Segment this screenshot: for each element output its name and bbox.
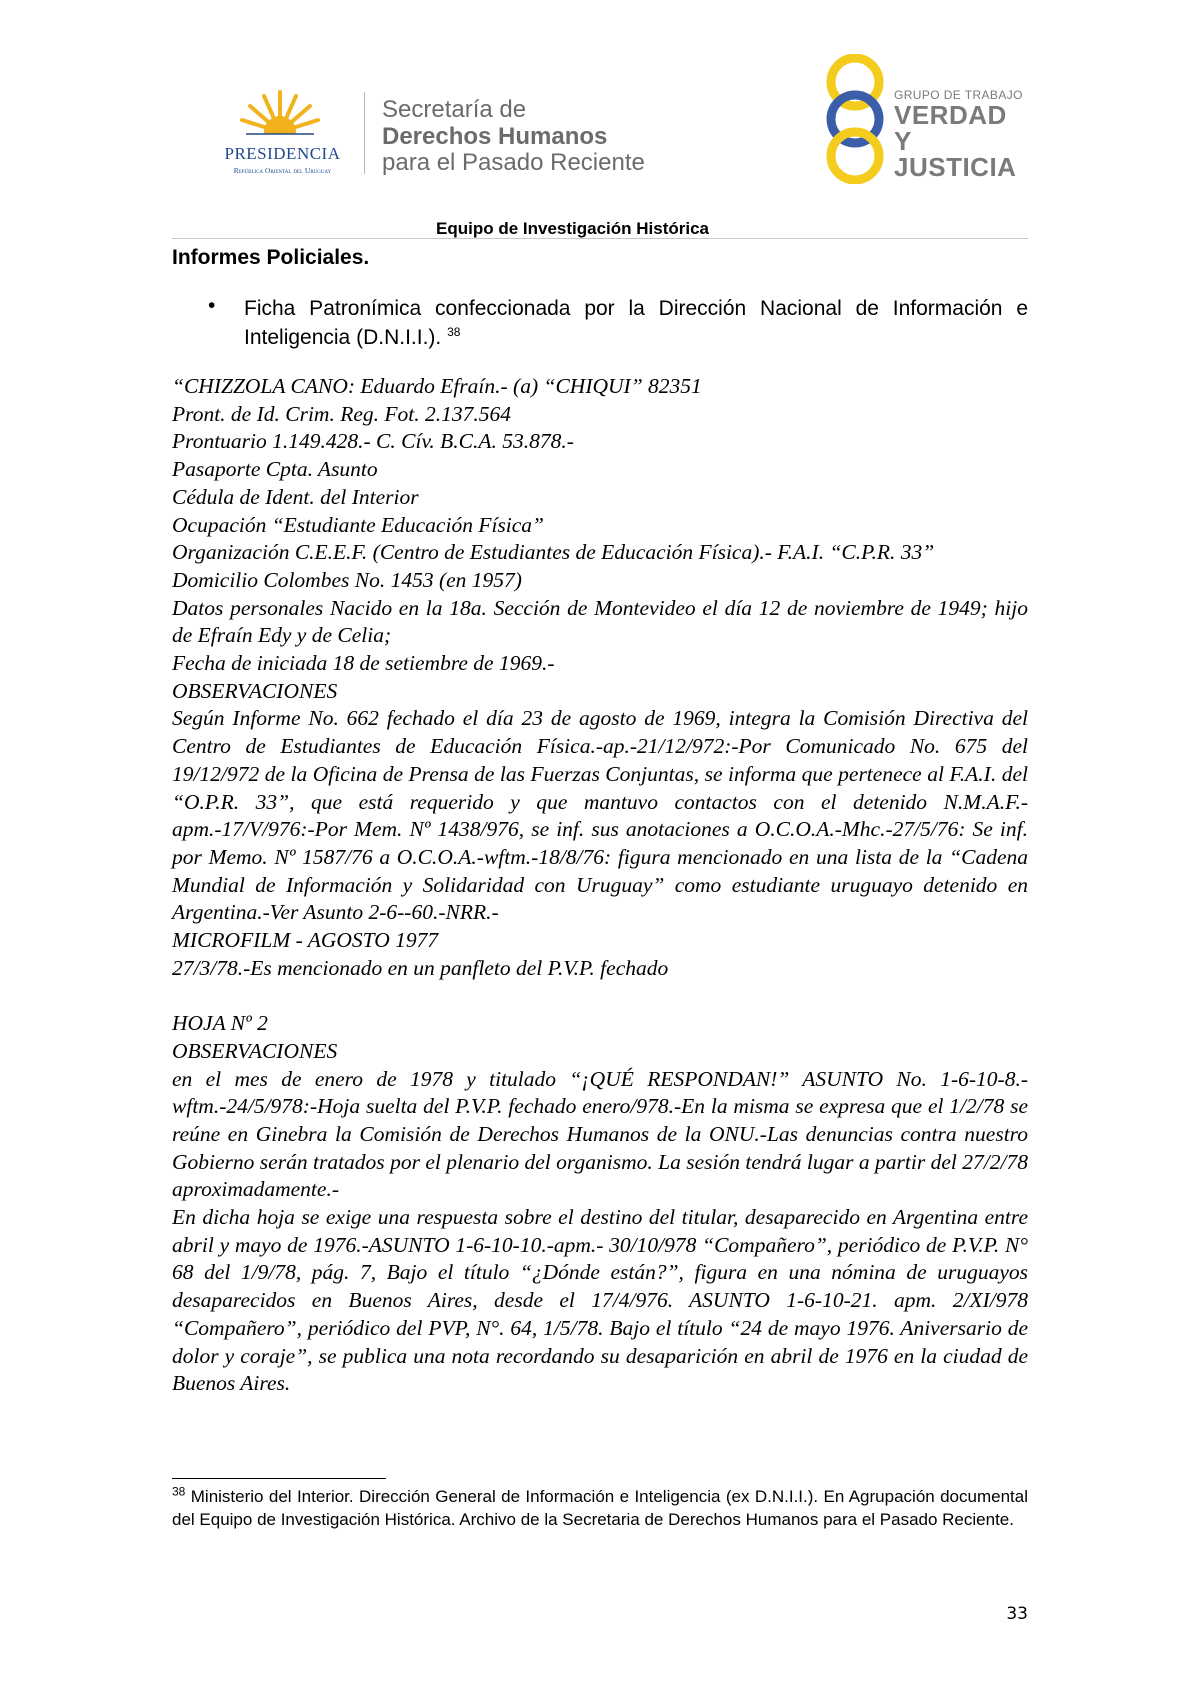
presidencia-subtitle: República Oriental del Uruguay bbox=[233, 166, 332, 175]
sun-icon bbox=[240, 88, 320, 144]
footnote-separator bbox=[172, 1478, 386, 1479]
body-line: Cédula de Ident. del Interior bbox=[172, 484, 419, 509]
body-line: MICROFILM - AGOSTO 1977 bbox=[172, 928, 439, 953]
footnote bbox=[172, 1485, 1028, 1531]
linked-rings-icon bbox=[820, 54, 890, 184]
footnote-text: Ministerio del Interior. Dirección General de Información e Inteligencia (ex D.N.I.I.). En Agrupación documental del Equipo de Investigación Histórica. Archivo de la Secretaria de Derechos Humanos para el Pasado Reciente. bbox=[172, 1487, 1028, 1529]
verdad-justicia-text bbox=[894, 88, 1030, 180]
body-line: Prontuario 1.149.428.- C. Cív. B.C.A. 53.878.- bbox=[172, 429, 574, 454]
presidencia-name: PRESIDENCIA bbox=[224, 144, 341, 163]
bullet-item bbox=[244, 294, 1028, 352]
grupo-line-1: GRUPO DE TRABAJO bbox=[894, 88, 1023, 102]
body-line: “CHIZZOLA CANO: Eduardo Efraín.- (a) “CHIQUI” 82351 bbox=[172, 374, 702, 398]
grupo-line-3: JUSTICIA bbox=[894, 152, 1017, 182]
body-heading: OBSERVACIONES bbox=[172, 1038, 338, 1063]
body-line: Domicilio Colombes No. 1453 (en 1957) bbox=[172, 567, 522, 592]
body-heading: OBSERVACIONES bbox=[172, 678, 338, 703]
secretaria-line-3: para el Pasado Reciente bbox=[382, 149, 645, 176]
secretaria-logo-text bbox=[382, 96, 645, 176]
verdad-justicia-logo bbox=[820, 54, 1030, 184]
header-rule bbox=[172, 238, 1028, 239]
body-heading: HOJA Nº 2 bbox=[172, 1011, 268, 1036]
body-line: Datos personales Nacido en la 18a. Sección de Montevideo el día 12 de noviembre de 1949; hijo de Efraín Edy y de Celia; bbox=[172, 595, 1028, 648]
body-line: Ocupación “Estudiante Educación Física” bbox=[172, 512, 545, 537]
running-header: Equipo de Investigación Histórica bbox=[436, 219, 709, 238]
header-divider bbox=[364, 92, 365, 174]
grupo-line-2: VERDAD Y bbox=[894, 100, 1007, 156]
body-line: Organización C.E.E.F. (Centro de Estudiantes de Educación Física).- F.A.I. “C.P.R. 33” bbox=[172, 540, 935, 565]
footnote-reference: 38 bbox=[447, 325, 461, 339]
secretaria-line-1: Secretaría de bbox=[382, 96, 527, 123]
body-line: Fecha de iniciada 18 de setiembre de 1969.- bbox=[172, 651, 555, 676]
bullet-marker: • bbox=[208, 294, 216, 317]
body-paragraph: en el mes de enero de 1978 y titulado “¡QUÉ RESPONDAN!” ASUNTO No. 1-6-10-8.-wftm.-24/5/978:-Hoja suelta del P.V.P. fechado enero/978.-En la misma se expresa que el 1/2/78 se reúne en Ginebra la Comisión de Derechos Humanos de la ONU.-Las denuncias contra nuestro Gobierno serán tratados por el plenario del organismo. La sesión tendrá lugar a partir del 27/2/78 aproximadamente.- bbox=[172, 1066, 1028, 1202]
body-line: Pront. de Id. Crim. Reg. Fot. 2.137.564 bbox=[172, 401, 511, 426]
footnote-number: 38 bbox=[172, 1484, 186, 1499]
document-body bbox=[172, 373, 1028, 1398]
presidencia-logo bbox=[205, 88, 360, 180]
body-paragraph: Según Informe No. 662 fechado el día 23 de agosto de 1969, integra la Comisión Directiva del Centro de Estudiantes de Educación Física.-ap.-21/12/972:-Por Comunicado No. 675 del 19/12/972 de la Oficina de Prensa de las Fuerzas Conjuntas, se informa que pertenece al F.A.I. del “O.P.R. 33”, que está requerido y que mantuvo contactos con el detenido N.M.A.F.-apm.-17/V/976:-Por Mem. Nº 1438/976, se inf. sus anotaciones a O.C.O.A.-Mhc.-27/5/76: Se inf. por Memo. Nº 1587/76 a O.C.O.A.-wftm.-18/8/76: figura mencionado en una lista de la “Cadena Mundial de Información y Solidaridad con Uruguay” como estudiante uruguayo detenido en Argentina.-Ver Asunto 2-6--60.-NRR.- bbox=[172, 706, 1028, 925]
page-header bbox=[0, 0, 1191, 220]
page-number: 33 bbox=[1006, 1604, 1028, 1624]
section-title: Informes Policiales. bbox=[172, 246, 370, 269]
secretaria-line-2: Derechos Humanos bbox=[382, 123, 608, 150]
body-line: 27/3/78.-Es mencionado en un panfleto del P.V.P. fechado bbox=[172, 955, 669, 980]
body-paragraph: En dicha hoja se exige una respuesta sobre el destino del titular, desaparecido en Argentina entre abril y mayo de 1976.-ASUNTO 1-6-10-10.-apm.- 30/10/978 “Compañero”, periódico de P.V.P. N° 68 del 1/9/78, pág. 7, Bajo el título “¿Dónde están?”, figura en una nómina de uruguayos desaparecidos en Buenos Aires, desde el 17/4/976. ASUNTO 1-6-10-21. apm. 2/XI/978 “Compañero”, periódico del PVP, N°. 64, 1/5/78. Bajo el título “24 de mayo 1976. Aniversario de dolor y coraje”, se publica una nota recordando su desaparición en abril de 1976 en la ciudad de Buenos Aires. bbox=[172, 1205, 1028, 1396]
bullet-text: Ficha Patronímica confeccionada por la Dirección Nacional de Información e Inteligencia (D.N.I.I.). bbox=[244, 297, 1028, 349]
body-line: Pasaporte Cpta. Asunto bbox=[172, 457, 378, 482]
